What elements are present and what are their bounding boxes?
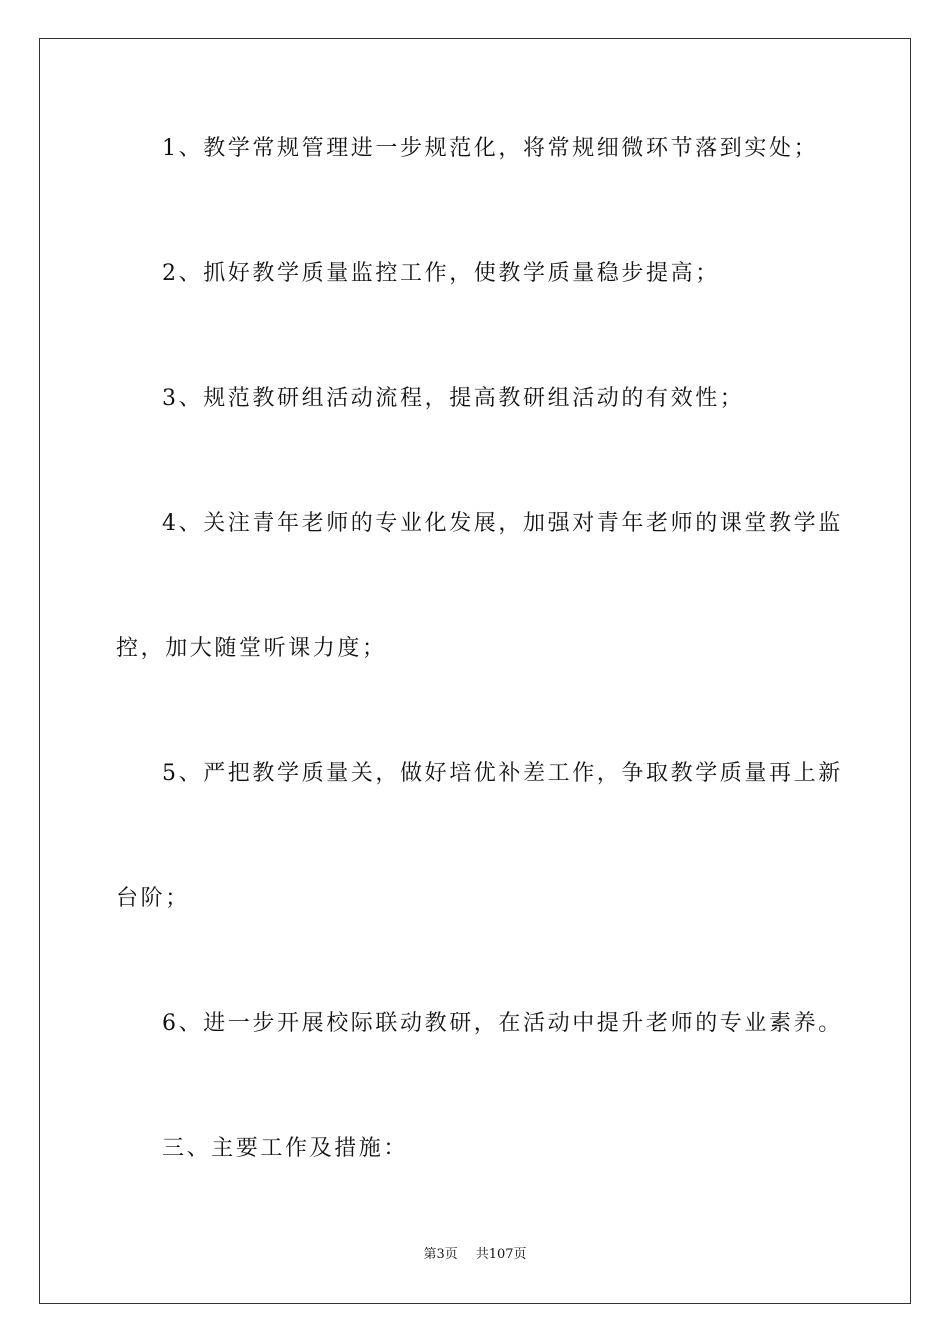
paragraph-5-line-1: 5、严把教学质量关，做好培优补差工作，争取教学质量再上新 (162, 761, 843, 786)
paragraph-2: 2、抓好教学质量监控工作，使教学质量稳步提高； (162, 261, 720, 286)
page-frame (39, 38, 911, 1304)
paragraph-3: 3、规范教研组活动流程，提高教研组活动的有效性； (162, 386, 745, 411)
paragraph-1: 1、教学常规管理进一步规范化，将常规细微环节落到实处； (162, 136, 819, 161)
paragraph-6: 6、进一步开展校际联动教研，在活动中提升老师的专业素养。 (162, 1011, 843, 1036)
total-pages: 共107页 (475, 1247, 527, 1262)
paragraph-5-line-2: 台阶； (116, 886, 190, 911)
section-heading: 三、主要工作及措施： (162, 1136, 409, 1161)
page-number: 第3页 (423, 1247, 458, 1262)
paragraph-4-line-2: 控，加大随堂听课力度； (116, 636, 387, 661)
page-footer (0, 1246, 950, 1264)
paragraph-4-line-1: 4、关注青年老师的专业化发展，加强对青年老师的课堂教学监 (162, 511, 843, 536)
